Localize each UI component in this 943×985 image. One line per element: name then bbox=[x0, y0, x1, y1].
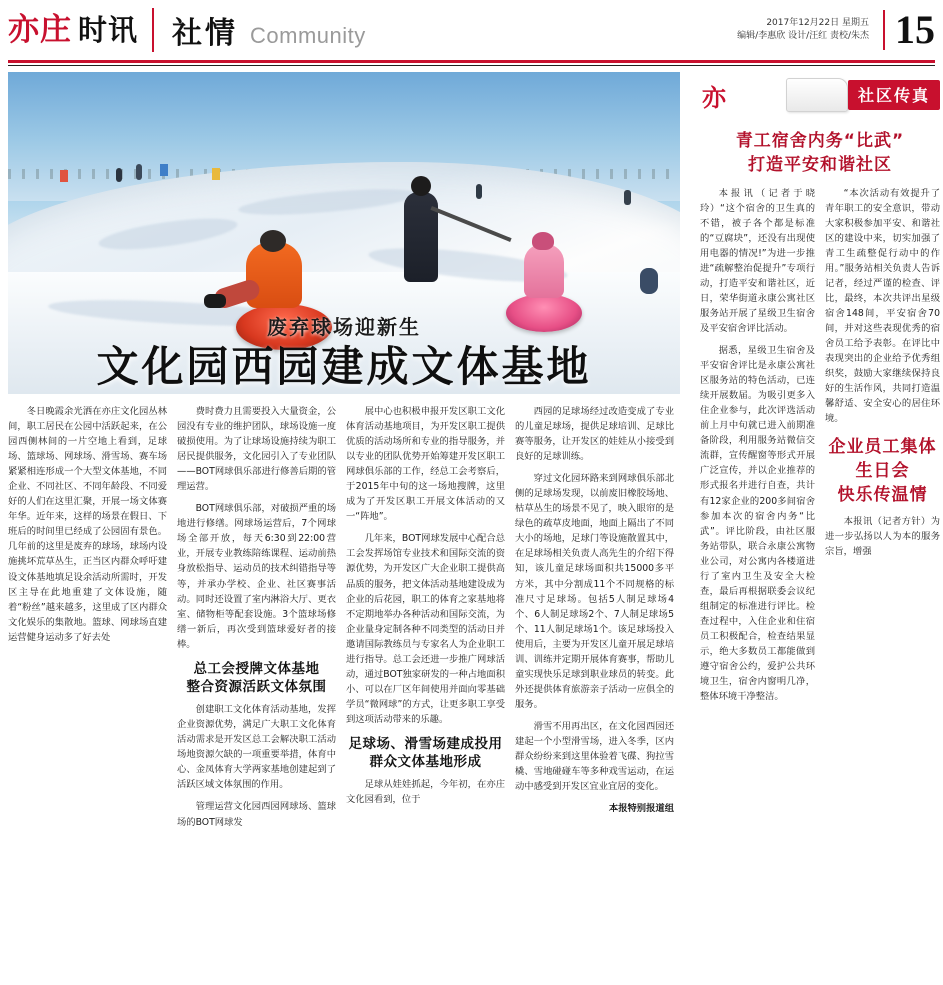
page-content bbox=[0, 66, 943, 837]
paragraph: 本报讯（记者方针）为进一步弘扬以人为本的服务宗旨，增强 bbox=[825, 515, 940, 557]
lead-photo bbox=[8, 72, 680, 394]
logo-text-black: 时讯 bbox=[78, 12, 139, 47]
paragraph: BOT网球俱乐部，对破损严重的场地进行修缮。网球场运营后，7个网球场全部开放，每天6:30到22:00营业，开展专业教练陪练课程、运动前热身放松指导、运动员的技术纠错指导等等，并承办学校、企业、社区赛事活动。同时还设置了室内淋浴大厅、更衣室、储物柜等配套设施。3个篮球场修缮一新后，再次受到篮球爱好者的接棒。 bbox=[177, 503, 336, 650]
photo-person-distant bbox=[640, 268, 658, 294]
photo-person-head bbox=[260, 230, 286, 252]
paragraph: 创建职工文化体育活动基地，发挥企业资源优势，满足广大职工文化体育活动需求是开发区总工会解决职工活动场地资源欠缺的一项重要举措，体育中心、金凤体育大学两家基地创建起到了活跃区域文体氛围的作用。 bbox=[177, 704, 336, 791]
sidebar-story-2-headline: 企业员工集体生日会 快乐传温情 bbox=[828, 437, 937, 505]
photo-headline: 文化园西园建成文体基地 bbox=[96, 341, 592, 391]
paragraph: 西园的足球场经过改造变成了专业的儿童足球场，提供足球培训、足球比赛等服务，让开发区的娃娃从小接受到良好的足球训练。 bbox=[515, 406, 674, 463]
paragraph: 展中心也积极申报开发区职工文化体育活动基地项目，为开发区职工提供优质的活动场所和专业的指导服务，并以专业的团队优势开始筹建开发区职工网球俱乐部的工作，经总工会考察后，于2015年中旬的这一场地搜牌，这里成为了开发区职工开展文体活动的又一“阵地”。 bbox=[346, 406, 505, 523]
logo-text-red: 亦庄 bbox=[8, 11, 72, 48]
paragraph: 穿过文化园环路来到网球俱乐部北侧的足球场发现，以前废旧橡胶场地、枯草丛生的场景不见了，映入眼帘的是绿色的疏草皮地面，地面上隔出了不同大小的场地，足球门等设施散置其中，在足球场相关负责人高先生的介绍下得知，该儿童足球场面积共15000多平方米，其中分割成11个不同规格的标准尺寸足球场。包括5人制足球场4个、6人制足球场2个、7人制足球场5个、11人制足球场1个。该足球场投入使用后，主要为开发区儿童开展足球培训、训练并定期开展体育赛事，帮助儿童实现快乐足球到职业球员的转变。此外还提供体育旅游亲子活动一应俱全的服务。 bbox=[515, 473, 674, 710]
scroll-decoration-icon bbox=[786, 78, 848, 112]
photo-person-head bbox=[411, 176, 431, 196]
section-name-cn: 社情 bbox=[172, 16, 239, 51]
photo-flag bbox=[60, 170, 68, 182]
sidebar-banner-label: 社区传真 bbox=[848, 80, 940, 110]
publication-logo bbox=[8, 8, 154, 52]
photo-person-distant bbox=[136, 164, 142, 180]
sidebar-banner bbox=[700, 72, 940, 124]
masthead bbox=[0, 0, 943, 60]
sidebar-story-1-headline: 青工宿舍内务“比武” 打造平安和谐社区 bbox=[735, 131, 905, 175]
issue-credits: 编辑/李惠欣 设计/汪红 责校/朱杰 bbox=[737, 31, 869, 41]
article-subheading: 总工会授牌文体基地 整合资源活跃文体氛围 bbox=[186, 660, 327, 695]
masthead-meta bbox=[737, 7, 935, 52]
photo-person-distant bbox=[476, 184, 482, 199]
photo-child-hat bbox=[532, 232, 554, 250]
photo-person-distant bbox=[116, 168, 122, 182]
section-title bbox=[154, 8, 366, 52]
issue-date: 2017年12月22日 星期五 bbox=[766, 17, 869, 28]
photo-child-coat bbox=[524, 244, 564, 298]
page-number: 15 bbox=[883, 10, 935, 50]
paragraph: 本报讯（记者于晓玲）“这个宿舍的卫生真的不错，被子各个都是标准的“豆腐块”，还没有出现使用电器的情况!”为进一步推进“疏解整治促提升”专项行动，打造平安和谐社区，近日，荣华街道永康公寓社区服务站开展了星级卫生宿舍及平安宿舍评比活动。 bbox=[700, 187, 815, 335]
article-column-3 bbox=[346, 404, 505, 837]
paragraph: 足球从娃娃抓起，今年初，在亦庄文化园看到，位于 bbox=[346, 779, 505, 806]
paragraph: “本次活动有效提升了青年职工的安全意识，带动大家积极参加平安、和谐社区的建设中来，切实加强了青工生疏整促行动中的作用。”服务站相关负责人告诉记者，经过严谨的检查、评比，最终，本次共评出星级宿舍148间，平安宿舍70间，并对这些表现优秀的宿舍员工给予表彰。在评比中表现突出的企业给予优秀组织奖，鼓励大家继续保持良好的生活作风，共同打造温馨舒适、安全安心的居住环境。 bbox=[825, 187, 940, 425]
paragraph: 据悉，星级卫生宿舍及平安宿舍评比是永康公寓社区服务站的特色活动，已连续开展数届。为吸引更多入住企业参与，此次评选活动前上月中旬就已进入前期准备阶段，利用服务站微信交流群，宣传醒窗等形式开展广泛宣传，并以企业推荐的形式报名并进行自查，共计有12家企业的200多间宿舍参加本次的宿舍内务“比武”。评比阶段，由社区服务站带队，联合永康公寓物业公司，对公寓内各楼道进行了室内卫生及安全大检查，最后再根据联委会议纪组制定的标准进行评比。检查过程中，入住企业和住宿员工积极配合，检查结果显示，绝大多数员工都能做到遵守宿舍公约，爱护公共环境卫生，宿舍内窗明几净，整体环境干净整洁。 bbox=[700, 345, 815, 703]
paragraph: 几年来，BOT网球发展中心配合总工会发挥场馆专业技术和国际交流的资源优势，为开发区广大企业职工提供高品质的服务，把文体活动基地建设成为企业的后花园，职工的体育之家基地将不定期地举办各种活动和国际交流，为企业量身定制各种不同类型的活动日并邀请国际教练员与专家名人为企业职工进行指导。总工会还进一步推广网球活动，通过BOT独家研发的一种占地面积小、可以在厂区年间使用并面向零基础学员“微网球”的方式，让更多职工享受到这项活动带来的乐趣。 bbox=[346, 533, 505, 725]
photo-kicker: 废弃球场迎新生 bbox=[267, 314, 421, 339]
banner-brand-icon: 亦 bbox=[702, 84, 726, 112]
photo-caption bbox=[8, 311, 680, 390]
photo-boot bbox=[204, 294, 226, 308]
article-column-4 bbox=[515, 404, 674, 837]
article-column-2 bbox=[177, 404, 336, 837]
sidebar-column-2 bbox=[825, 186, 940, 712]
paragraph: 管理运营文化园西园网球场、篮球场的BOT网球发 bbox=[177, 801, 336, 828]
photo-flag bbox=[160, 164, 168, 176]
paragraph: 冬日晚霞余光洒在亦庄文化园丛林间，职工居民在公园中活跃起来，在公园西侧林间的一片空地上看到，足球场、篮球场、网球场、滑雪场、赛车场紧紧相连形成一个大型文体基地，不同企业、不同社区、不同年龄段、不同爱好的人们在这里汇聚，开展一场文体赛年华。近年来，这样的场景在假日、下班后的时间里已经成了公园固有景色。几年前的这里是废弃的球场，球场内设施挑坏荒草丛生，正当区内群众呼吁建设文体基地填足设余活动所需时，开发区主导在此地重建了文体设施，随着“粉丝”越来越多，这里成了区内群众文化娱乐的集散地。篮球、网球场直建运营健身运动多了好去处 bbox=[8, 406, 167, 643]
photo-flag bbox=[212, 168, 220, 180]
article-columns bbox=[8, 404, 680, 837]
article-byline: 本报特别报道组 bbox=[608, 803, 674, 815]
sidebar bbox=[700, 72, 940, 837]
article-column-1 bbox=[8, 404, 167, 837]
issue-info bbox=[737, 17, 869, 44]
article-subheading: 足球场、滑雪场建成投用 群众文体基地形成 bbox=[348, 735, 503, 771]
masthead-rule-red bbox=[8, 60, 935, 63]
paragraph: 滑雪不用再出区，在文化园西园还建起一个小型滑雪场，进入冬季，区内群众纷纷来到这里体验着飞碟、狗拉雪橇、雪地碰碰车等多种戏雪运动，在运动中感受到开发区宜业宜居的变化。 bbox=[515, 720, 674, 793]
photo-person-distant bbox=[624, 190, 631, 205]
sidebar-column-1 bbox=[700, 186, 815, 712]
sidebar-story-1-columns bbox=[700, 186, 940, 712]
main-article bbox=[8, 72, 680, 837]
paragraph: 费时费力且需要投入大量资金，公园没有专业的维护团队，球场设施一度破损使用。为了让球场设施持续为职工居民提供服务，文化园引入了专业团队——BOT网球俱乐部进行修善后期的管理运营。 bbox=[177, 406, 336, 493]
section-name-en: Community bbox=[250, 23, 366, 48]
